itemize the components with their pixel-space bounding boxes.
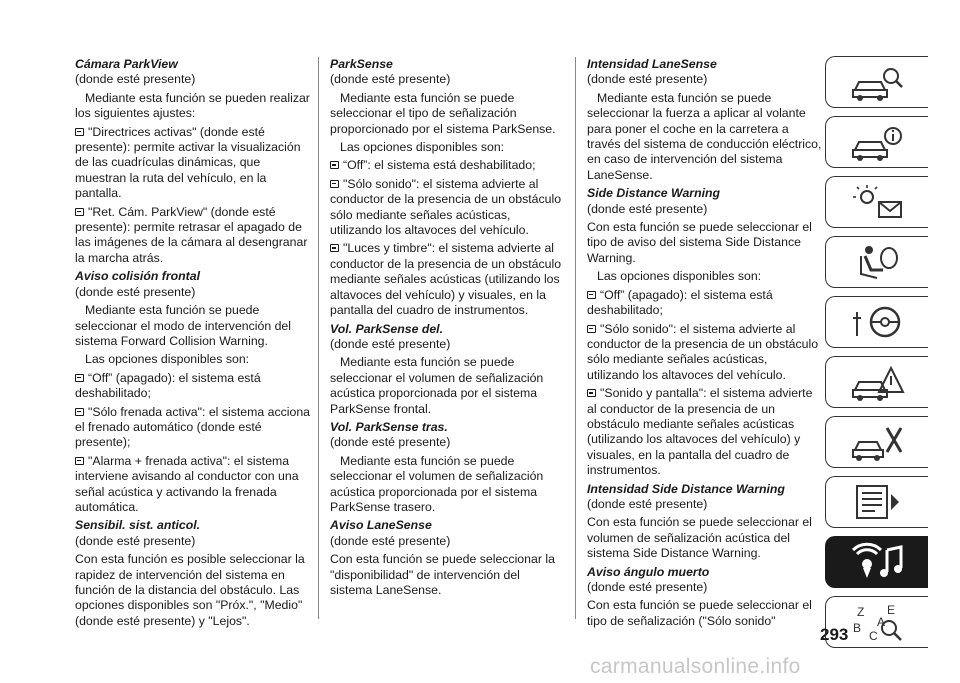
chapter-tab-rail (825, 56, 930, 656)
bullet-item (330, 241, 565, 318)
bullet-item (587, 386, 822, 478)
section-heading: Sensibil. sist. anticol. (75, 518, 201, 533)
bullet-item (75, 125, 310, 202)
bullet-marker-icon (587, 325, 596, 333)
chapter-tab-multimedia[interactable] (825, 536, 928, 588)
car-tools-icon (847, 422, 907, 462)
bullet-item (587, 322, 822, 384)
chapter-tab-seat-airbag[interactable] (825, 236, 928, 288)
column-divider-1 (318, 57, 319, 619)
paragraph: Mediante esta función se puede seleccionar el volumen de señalización acústica proporcionada por el sistema ParkSense frontal. (330, 355, 544, 416)
warning-light-mail-icon (847, 182, 907, 222)
section-heading: Cámara ParkView (75, 57, 178, 71)
svg-text:E: E (887, 603, 896, 617)
bullet-item (75, 205, 310, 267)
paragraph: Las opciones disponibles son: (340, 140, 505, 155)
bullet-text: "Directrices activas" (donde esté presente): permite activar la visualización de las cuadrículas dinámicas, que muestran la ruta del vehículo, en la pantalla. (75, 124, 301, 201)
car-info-icon (847, 122, 907, 162)
bullet-marker-icon (587, 291, 596, 299)
seat-airbag-icon (847, 242, 907, 282)
steering-wheel-icon (847, 302, 907, 342)
bullet-text: "Sonido y pantalla": el sistema advierte al conductor de la presencia de un obstáculo mediante señales acústicas (utilizando los altavoces del vehículo) y visuales, en la pantalla del cuadro de instrumentos. (587, 386, 813, 478)
bullet-item (587, 288, 822, 319)
watermark: carmanualsonline.info (590, 655, 801, 678)
bullet-text: "Sólo sonido": el sistema advierte al conductor de la presencia de un obstáculo sólo mediante señales acústicas, utilizando los altavoces del vehículo. (587, 321, 819, 382)
bullet-item (330, 177, 565, 239)
car-search-icon (847, 62, 907, 102)
paragraph: (donde esté presente) (75, 284, 196, 299)
paragraph: (donde esté presente) (587, 580, 708, 594)
bullet-text: "Luces y timbre": el sistema advierte al conductor de la presencia de un obstáculo mediante señales acústicas (utilizando los altavoces del vehículo) y visuales, en la pantalla del cuadro de instrumentos. (330, 241, 562, 318)
bullet-marker-icon (330, 180, 339, 188)
section-heading: Side Distance Warning (587, 186, 721, 201)
chapter-tab-steering-wheel[interactable] (825, 296, 928, 348)
bullet-marker-icon (75, 128, 84, 136)
alphabetical-index-icon (847, 602, 907, 642)
paragraph: Las opciones disponibles son: (85, 352, 250, 367)
svg-text:Z: Z (857, 605, 865, 619)
section-heading: Intensidad Side Distance Warning (587, 481, 785, 496)
section-heading: Vol. ParkSense del. (330, 321, 444, 336)
svg-text:C: C (869, 629, 878, 642)
section-heading: ParkSense (330, 57, 393, 71)
paragraph: Con esta función se puede seleccionar el volumen de señalización acústica del sistema Side Distance Warning. (587, 515, 812, 561)
paragraph: (donde esté presente) (330, 336, 451, 351)
paragraph: Mediante esta función se puede seleccionar la fuerza a aplicar al volante para poner el coche en la carretera a través del sistema de conducción eléctrico, en caso de intervención del sistema LaneSense. (587, 90, 822, 182)
section-heading: Aviso colisión frontal (75, 269, 201, 284)
bullet-text: "Alarma + frenada activa": el sistema interviene avisando al conductor con una señal acústica y activando la frenada automática. (75, 453, 299, 514)
paragraph: (donde esté presente) (587, 496, 708, 511)
paragraph: (donde esté presente) (330, 533, 451, 548)
section-heading: Intensidad LaneSense (587, 57, 717, 71)
column-divider-2 (575, 57, 576, 619)
chapter-tab-car-crash[interactable] (825, 356, 928, 408)
paragraph: Mediante esta función se puede seleccionar el tipo de señalización proporcionado por el sistema ParkSense. (330, 90, 556, 136)
paragraph: Con esta función se puede seleccionar el tipo de señalización ("Sólo sonido" (587, 598, 812, 628)
paragraph: Con esta función se puede seleccionar la "disponibilidad" de intervención del sistema LaneSense. (330, 552, 555, 597)
page-number: 293 (820, 625, 849, 644)
paragraph: (donde esté presente) (75, 533, 196, 548)
chapter-tab-car-tools[interactable] (825, 416, 928, 468)
bullet-text: "Sólo sonido": el sistema advierte al conductor de la presencia de un obstáculo sólo mediante señales acústicas, utilizando los altavoces del vehículo. (330, 176, 562, 238)
svg-text:B: B (853, 621, 862, 635)
paragraph: Mediante esta función se pueden realizar los siguientes ajustes: (75, 90, 310, 121)
bullet-text: "Sólo frenada activa": el sistema acciona el frenado automático (donde esté presente); (75, 404, 310, 450)
text-column-1 (75, 57, 310, 632)
text-column-3 (587, 57, 822, 632)
chapter-tab-car-info[interactable] (825, 116, 928, 168)
bullet-marker-icon (587, 389, 596, 397)
paragraph: Mediante esta función se puede seleccionar el volumen de señalización acústica proporcionada por el sistema ParkSense trasero. (330, 453, 544, 514)
svg-text:A: A (877, 615, 886, 629)
bullet-item (75, 405, 310, 451)
paragraph: Mediante esta función se puede seleccionar el modo de intervención del sistema Forward Collision Warning. (75, 303, 292, 348)
section-heading: Vol. ParkSense tras. (330, 419, 448, 434)
technical-data-icon (847, 482, 907, 522)
multimedia-icon (847, 542, 907, 582)
chapter-tab-car-search[interactable] (825, 56, 928, 108)
paragraph: Con esta función es posible seleccionar la rapidez de intervención del sistema en función de la distancia del obstáculo. Las opciones disponibles son "Próx.", "Medio" (donde esté presente) y "Lejos". (75, 552, 305, 628)
chapter-tab-warning-light-mail[interactable] (825, 176, 928, 228)
bullet-marker-icon (75, 374, 84, 382)
paragraph: (donde esté presente) (330, 435, 451, 450)
bullet-marker-icon (330, 161, 339, 169)
bullet-text: “Off” (apagado): el sistema está deshabilitado; (587, 287, 773, 318)
bullet-item (330, 158, 565, 173)
bullet-marker-icon (75, 408, 84, 416)
paragraph: (donde esté presente) (587, 201, 708, 216)
section-heading: Aviso ángulo muerto (587, 564, 710, 579)
bullet-item (75, 454, 310, 516)
section-heading: Aviso LaneSense (330, 518, 432, 533)
bullet-marker-icon (75, 457, 84, 465)
paragraph: Las opciones disponibles son: (597, 269, 762, 284)
chapter-tab-technical-data[interactable] (825, 476, 928, 528)
bullet-text: “Off”: el sistema está deshabilitado; (343, 158, 536, 173)
paragraph: Con esta función se puede seleccionar el tipo de aviso del sistema Side Distance Warning. (587, 220, 812, 265)
bullet-item (75, 371, 310, 402)
paragraph: (donde esté presente) (330, 72, 451, 87)
text-column-2 (330, 57, 565, 601)
bullet-marker-icon (75, 208, 84, 216)
car-crash-icon (847, 362, 907, 402)
bullet-marker-icon (330, 244, 339, 252)
bullet-text: "Ret. Cám. ParkView" (donde esté presente): permite retrasar el apagado de las imágenes de la cámara al desengranar la marcha atrás. (75, 204, 308, 265)
paragraph: (donde esté presente) (587, 72, 708, 87)
paragraph: (donde esté presente) (75, 72, 196, 87)
bullet-text: “Off” (apagado): el sistema está deshabilitado; (75, 370, 261, 401)
